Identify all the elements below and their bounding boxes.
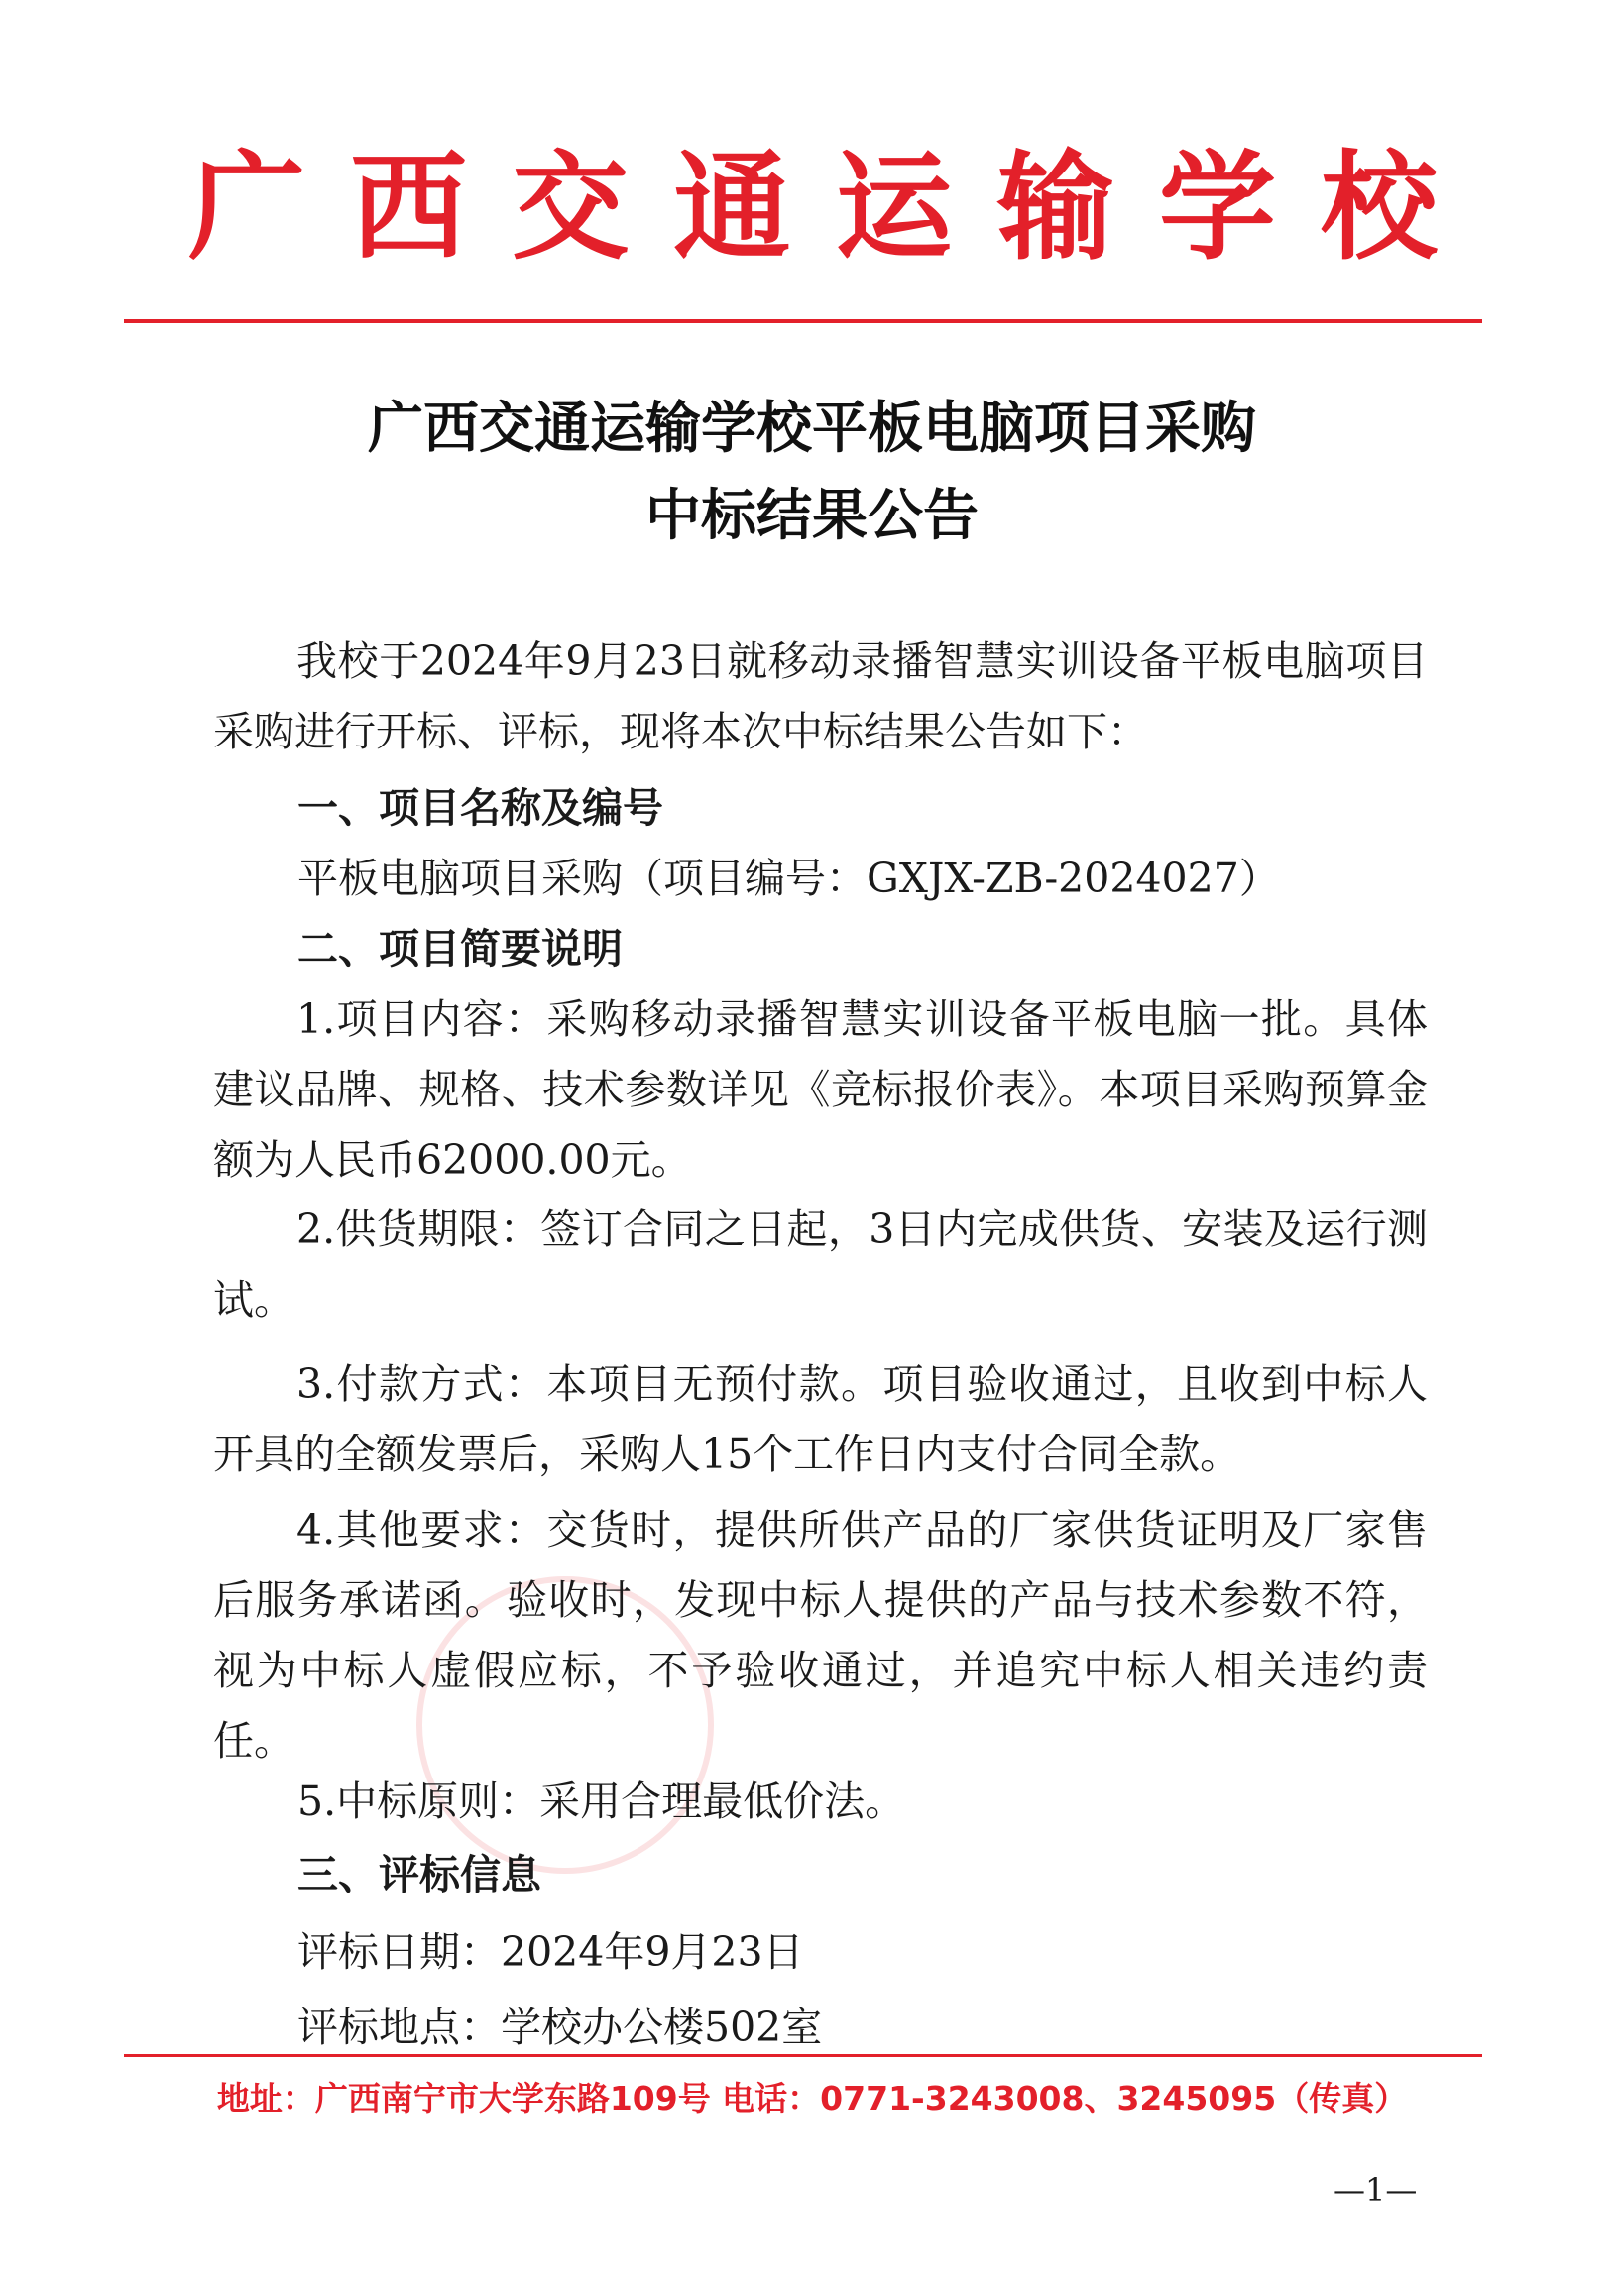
section2-item1: 1.项目内容：采购移动录播智慧实训设备平板电脑一批。具体建议品牌、规格、技术参数详见《竞标报价表》。本项目采购预算金额为人民币62000.00元。 [213, 995, 1428, 1184]
section3-heading: 三、评标信息 [297, 1851, 541, 1898]
letterhead-char: 学 [1158, 138, 1276, 276]
letterhead-char: 输 [996, 138, 1114, 276]
document-title-line2: 中标结果公告 [645, 484, 979, 548]
footer-divider [124, 2054, 1482, 2057]
section2-item2: 2.供货期限：签订合同之日起，3日内完成供货、安装及运行测试。 [213, 1205, 1428, 1323]
section2-heading: 二、项目简要说明 [297, 925, 623, 973]
intro-paragraph: 我校于2024年9月23日就移动录播智慧实训设备平板电脑项目采购进行开标、评标，现将本次中标结果公告如下： [213, 637, 1428, 755]
section2-item5: 5.中标原则：采用合理最低价法。 [297, 1778, 906, 1825]
section1-heading: 一、项目名称及编号 [297, 784, 663, 832]
footer-address: 地址：广西南宁市大学东路109号 电话：0771-3243008、3245095（传真） [216, 2079, 1408, 2118]
document-title-line1: 广西交通运输学校平板电脑项目采购 [368, 397, 1256, 461]
section1-content: 平板电脑项目采购（项目编号：GXJX-ZB-2024027） [297, 855, 1280, 902]
section3-date: 评标日期：2024年9月23日 [297, 1928, 804, 1976]
letterhead-title [188, 138, 1438, 276]
letterhead-char: 校 [1320, 138, 1438, 276]
letterhead-char: 西 [350, 138, 468, 276]
letterhead-char: 广 [188, 138, 306, 276]
section3-place: 评标地点：学校办公楼502室 [297, 2004, 823, 2051]
letterhead-char: 通 [673, 138, 791, 276]
page-number: —1— [1334, 2171, 1418, 2209]
letterhead-char: 运 [835, 138, 953, 276]
section2-item4: 4.其他要求：交货时，提供所供产品的厂家供货证明及厂家售后服务承诺函。验收时，发现中标人提供的产品与技术参数不符，视为中标人虚假应标，不予验收通过，并追究中标人相关违约责任。 [213, 1506, 1428, 1765]
letterhead-divider [124, 319, 1482, 323]
section2-item3: 3.付款方式：本项目无预付款。项目验收通过，且收到中标人开具的全额发票后，采购人15个工作日内支付合同全款。 [213, 1360, 1428, 1478]
letterhead-char: 交 [512, 138, 630, 276]
